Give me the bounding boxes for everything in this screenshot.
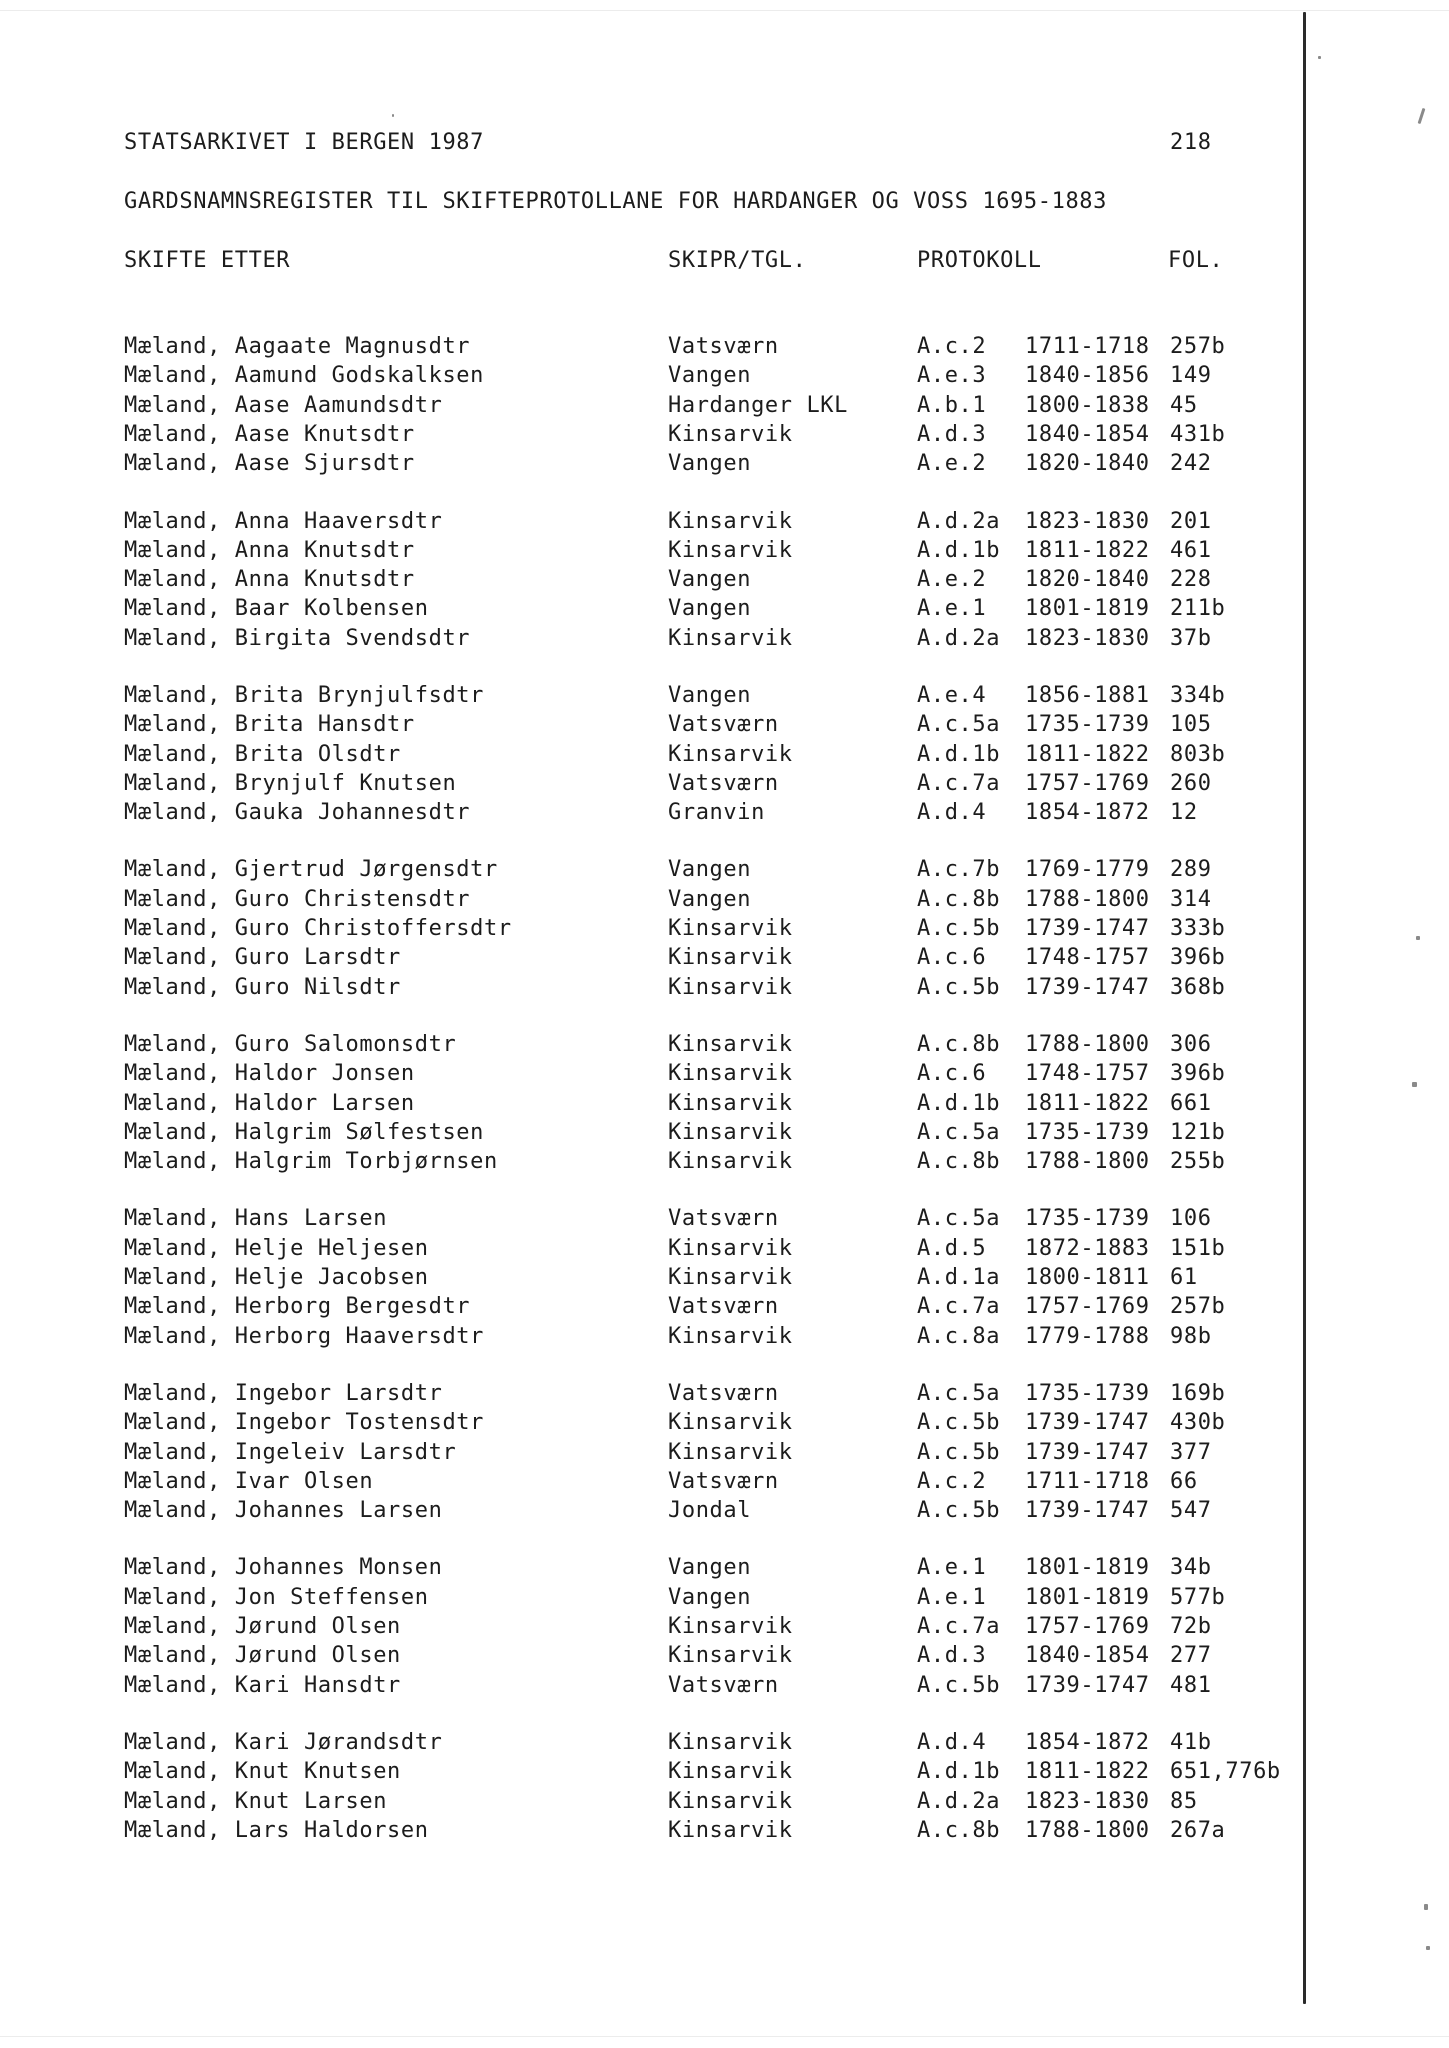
entry-protokoll: A.c.6 <box>917 1061 987 1086</box>
entry-name: Mæland, Aase Sjursdtr <box>124 451 415 476</box>
entry-tgl: Kinsarvik <box>668 1324 793 1349</box>
entry-name: Mæland, Ingeleiv Larsdtr <box>124 1440 457 1465</box>
entry-fol: 267a <box>1170 1818 1226 1843</box>
entry-tgl: Vangen <box>668 683 752 708</box>
entry-tgl: Vangen <box>668 1585 752 1610</box>
entry-name: Mæland, Haldor Jonsen <box>124 1061 415 1086</box>
entry-protokoll: A.e.3 <box>917 363 987 388</box>
entry-years: 1779-1788 <box>1025 1324 1150 1349</box>
entry-tgl: Kinsarvik <box>668 1120 793 1145</box>
entry-fol: 242 <box>1170 451 1212 476</box>
entry-name: Mæland, Ingebor Larsdtr <box>124 1381 443 1406</box>
entry-protokoll: A.d.2a <box>917 1789 1001 1814</box>
entry-tgl: Granvin <box>668 800 765 825</box>
entry-name: Mæland, Anna Knutsdtr <box>124 567 415 592</box>
entry-protokoll: A.c.8b <box>917 1818 1001 1843</box>
entry-tgl: Kinsarvik <box>668 1149 793 1174</box>
entry-years: 1735-1739 <box>1025 1120 1150 1145</box>
entry-protokoll: A.c.5a <box>917 1206 1001 1231</box>
entry-fol: 45 <box>1170 393 1198 418</box>
entry-years: 1739-1747 <box>1025 1673 1150 1698</box>
entry-fol: 37b <box>1170 626 1212 651</box>
entry-protokoll: A.e.4 <box>917 683 987 708</box>
entry-tgl: Kinsarvik <box>668 742 793 767</box>
entry-protokoll: A.e.1 <box>917 596 987 621</box>
entry-name: Mæland, Aase Aamundsdtr <box>124 393 443 418</box>
entry-protokoll: A.c.5b <box>917 975 1001 1000</box>
entry-fol: 149 <box>1170 363 1212 388</box>
entry-tgl: Kinsarvik <box>668 538 793 563</box>
entry-fol: 661 <box>1170 1091 1212 1116</box>
entry-fol: 368b <box>1170 975 1226 1000</box>
entry-years: 1769-1779 <box>1025 857 1150 882</box>
entry-protokoll: A.c.5a <box>917 1120 1001 1145</box>
entry-tgl: Vangen <box>668 451 752 476</box>
entry-fol: 431b <box>1170 422 1226 447</box>
entry-name: Mæland, Aagaate Magnusdtr <box>124 334 471 359</box>
entry-protokoll: A.c.5b <box>917 1440 1001 1465</box>
entry-tgl: Kinsarvik <box>668 1789 793 1814</box>
entry-fol: 289 <box>1170 857 1212 882</box>
entry-fol: 651,776b <box>1170 1759 1281 1784</box>
entry-protokoll: A.d.1b <box>917 1759 1001 1784</box>
entry-tgl: Vangen <box>668 596 752 621</box>
entry-years: 1711-1718 <box>1025 334 1150 359</box>
entry-tgl: Kinsarvik <box>668 945 793 970</box>
entry-years: 1739-1747 <box>1025 916 1150 941</box>
entry-fol: 306 <box>1170 1032 1212 1057</box>
entry-name: Mæland, Anna Knutsdtr <box>124 538 415 563</box>
entry-protokoll: A.c.5b <box>917 916 1001 941</box>
entry-fol: 461 <box>1170 538 1212 563</box>
entry-protokoll: A.c.8b <box>917 1032 1001 1057</box>
entry-protokoll: A.c.7a <box>917 1294 1001 1319</box>
entry-fol: 257b <box>1170 1294 1226 1319</box>
entry-tgl: Kinsarvik <box>668 1091 793 1116</box>
entry-years: 1788-1800 <box>1025 1032 1150 1057</box>
entry-fol: 34b <box>1170 1555 1212 1580</box>
entry-years: 1735-1739 <box>1025 1381 1150 1406</box>
entry-years: 1840-1854 <box>1025 1643 1150 1668</box>
entry-protokoll: A.d.1a <box>917 1265 1001 1290</box>
entry-tgl: Vangen <box>668 1555 752 1580</box>
entry-name: Mæland, Guro Salomonsdtr <box>124 1032 457 1057</box>
entry-protokoll: A.e.1 <box>917 1585 987 1610</box>
column-header-name: SKIFTE ETTER <box>124 248 291 273</box>
entry-years: 1788-1800 <box>1025 1818 1150 1843</box>
entry-years: 1840-1856 <box>1025 363 1150 388</box>
entry-name: Mæland, Haldor Larsen <box>124 1091 415 1116</box>
entry-fol: 577b <box>1170 1585 1226 1610</box>
entry-fol: 255b <box>1170 1149 1226 1174</box>
entry-years: 1739-1747 <box>1025 1410 1150 1435</box>
entry-tgl: Kinsarvik <box>668 1410 793 1435</box>
entry-years: 1801-1819 <box>1025 596 1150 621</box>
entry-years: 1739-1747 <box>1025 1498 1150 1523</box>
entry-fol: 481 <box>1170 1673 1212 1698</box>
entry-protokoll: A.d.1b <box>917 538 1001 563</box>
entry-name: Mæland, Halgrim Sølfestsen <box>124 1120 484 1145</box>
entry-name: Mæland, Baar Kolbensen <box>124 596 429 621</box>
entry-tgl: Kinsarvik <box>668 975 793 1000</box>
entry-years: 1820-1840 <box>1025 451 1150 476</box>
entry-name: Mæland, Jon Steffensen <box>124 1585 429 1610</box>
entry-name: Mæland, Helje Heljesen <box>124 1236 429 1261</box>
entry-fol: 257b <box>1170 334 1226 359</box>
entry-name: Mæland, Johannes Monsen <box>124 1555 443 1580</box>
entry-years: 1800-1811 <box>1025 1265 1150 1290</box>
entry-name: Mæland, Birgita Svendsdtr <box>124 626 471 651</box>
entry-tgl: Kinsarvik <box>668 1032 793 1057</box>
entry-protokoll: A.c.7b <box>917 857 1001 882</box>
entry-name: Mæland, Brita Brynjulfsdtr <box>124 683 484 708</box>
entry-protokoll: A.b.1 <box>917 393 987 418</box>
entry-fol: 547 <box>1170 1498 1212 1523</box>
entry-fol: 66 <box>1170 1469 1198 1494</box>
entry-tgl: Vatsværn <box>668 1381 779 1406</box>
entry-name: Mæland, Gauka Johannesdtr <box>124 800 471 825</box>
entry-years: 1735-1739 <box>1025 712 1150 737</box>
entry-fol: 430b <box>1170 1410 1226 1435</box>
entry-name: Mæland, Guro Christensdtr <box>124 887 471 912</box>
entry-tgl: Vatsværn <box>668 712 779 737</box>
entry-name: Mæland, Kari Jørandsdtr <box>124 1730 443 1755</box>
entry-years: 1757-1769 <box>1025 1294 1150 1319</box>
entry-protokoll: A.c.8b <box>917 1149 1001 1174</box>
entry-years: 1739-1747 <box>1025 975 1150 1000</box>
entry-tgl: Kinsarvik <box>668 1265 793 1290</box>
entry-protokoll: A.c.7a <box>917 1614 1001 1639</box>
entry-protokoll: A.c.8b <box>917 887 1001 912</box>
entry-years: 1748-1757 <box>1025 945 1150 970</box>
entry-years: 1820-1840 <box>1025 567 1150 592</box>
entry-years: 1739-1747 <box>1025 1440 1150 1465</box>
entry-protokoll: A.c.5b <box>917 1673 1001 1698</box>
entry-tgl: Kinsarvik <box>668 1818 793 1843</box>
entry-name: Mæland, Guro Larsdtr <box>124 945 401 970</box>
entry-years: 1711-1718 <box>1025 1469 1150 1494</box>
entry-tgl: Vatsværn <box>668 1206 779 1231</box>
entry-name: Mæland, Brynjulf Knutsen <box>124 771 457 796</box>
entry-name: Mæland, Brita Olsdtr <box>124 742 401 767</box>
entry-tgl: Vangen <box>668 857 752 882</box>
entry-tgl: Kinsarvik <box>668 1236 793 1261</box>
entry-fol: 85 <box>1170 1789 1198 1814</box>
entry-fol: 333b <box>1170 916 1226 941</box>
entry-years: 1757-1769 <box>1025 1614 1150 1639</box>
entry-protokoll: A.d.4 <box>917 800 987 825</box>
entry-fol: 211b <box>1170 596 1226 621</box>
entry-name: Mæland, Helje Jacobsen <box>124 1265 429 1290</box>
entry-protokoll: A.c.5b <box>917 1498 1001 1523</box>
entry-protokoll: A.d.2a <box>917 626 1001 651</box>
entry-tgl: Kinsarvik <box>668 916 793 941</box>
entry-protokoll: A.c.7a <box>917 771 1001 796</box>
entry-name: Mæland, Jørund Olsen <box>124 1614 401 1639</box>
entry-fol: 228 <box>1170 567 1212 592</box>
entry-fol: 334b <box>1170 683 1226 708</box>
entry-fol: 396b <box>1170 945 1226 970</box>
entry-tgl: Kinsarvik <box>668 422 793 447</box>
entry-name: Mæland, Aamund Godskalksen <box>124 363 484 388</box>
entry-name: Mæland, Herborg Haaversdtr <box>124 1324 484 1349</box>
entry-protokoll: A.d.1b <box>917 1091 1001 1116</box>
entry-years: 1856-1881 <box>1025 683 1150 708</box>
entry-name: Mæland, Kari Hansdtr <box>124 1673 401 1698</box>
column-header-fol: FOL. <box>1168 248 1224 273</box>
entry-name: Mæland, Guro Nilsdtr <box>124 975 401 1000</box>
entry-protokoll: A.c.2 <box>917 334 987 359</box>
entry-years: 1854-1872 <box>1025 1730 1150 1755</box>
entry-protokoll: A.d.1b <box>917 742 1001 767</box>
entry-name: Mæland, Knut Larsen <box>124 1789 388 1814</box>
entry-name: Mæland, Jørund Olsen <box>124 1643 401 1668</box>
entry-name: Mæland, Gjertrud Jørgensdtr <box>124 857 498 882</box>
entry-fol: 277 <box>1170 1643 1212 1668</box>
register-subtitle: GARDSNAMNSREGISTER TIL SKIFTEPROTOLLANE FOR HARDANGER OG VOSS 1695-1883 <box>124 189 1108 214</box>
entry-years: 1788-1800 <box>1025 1149 1150 1174</box>
entry-protokoll: A.d.4 <box>917 1730 987 1755</box>
entry-tgl: Kinsarvik <box>668 1643 793 1668</box>
entry-fol: 41b <box>1170 1730 1212 1755</box>
entry-tgl: Jondal <box>668 1498 752 1523</box>
entry-years: 1823-1830 <box>1025 509 1150 534</box>
entry-tgl: Kinsarvik <box>668 1730 793 1755</box>
entry-years: 1800-1838 <box>1025 393 1150 418</box>
entry-years: 1811-1822 <box>1025 1759 1150 1784</box>
entry-tgl: Kinsarvik <box>668 1440 793 1465</box>
entry-years: 1788-1800 <box>1025 887 1150 912</box>
entry-tgl: Kinsarvik <box>668 509 793 534</box>
entry-fol: 169b <box>1170 1381 1226 1406</box>
page-number: 218 <box>1170 130 1212 155</box>
entry-fol: 151b <box>1170 1236 1226 1261</box>
entry-fol: 98b <box>1170 1324 1212 1349</box>
entry-tgl: Kinsarvik <box>668 1759 793 1784</box>
column-header-tgl: SKIPR/TGL. <box>668 248 807 273</box>
entry-tgl: Kinsarvik <box>668 626 793 651</box>
entry-fol: 72b <box>1170 1614 1212 1639</box>
entry-protokoll: A.c.5a <box>917 712 1001 737</box>
entry-years: 1735-1739 <box>1025 1206 1150 1231</box>
entry-fol: 260 <box>1170 771 1212 796</box>
entry-protokoll: A.c.6 <box>917 945 987 970</box>
entry-protokoll: A.c.5b <box>917 1410 1001 1435</box>
entry-tgl: Vatsværn <box>668 1673 779 1698</box>
entry-years: 1811-1822 <box>1025 742 1150 767</box>
entry-years: 1811-1822 <box>1025 1091 1150 1116</box>
entry-years: 1748-1757 <box>1025 1061 1150 1086</box>
entry-protokoll: A.e.2 <box>917 451 987 476</box>
entry-fol: 201 <box>1170 509 1212 534</box>
entry-name: Mæland, Brita Hansdtr <box>124 712 415 737</box>
entry-protokoll: A.e.2 <box>917 567 987 592</box>
entry-years: 1801-1819 <box>1025 1555 1150 1580</box>
entry-name: Mæland, Hans Larsen <box>124 1206 388 1231</box>
entry-years: 1840-1854 <box>1025 422 1150 447</box>
entry-fol: 106 <box>1170 1206 1212 1231</box>
entry-protokoll: A.e.1 <box>917 1555 987 1580</box>
entry-years: 1823-1830 <box>1025 626 1150 651</box>
entry-fol: 396b <box>1170 1061 1226 1086</box>
entry-years: 1757-1769 <box>1025 771 1150 796</box>
entry-protokoll: A.d.5 <box>917 1236 987 1261</box>
entry-fol: 61 <box>1170 1265 1198 1290</box>
entry-protokoll: A.c.5a <box>917 1381 1001 1406</box>
entry-fol: 377 <box>1170 1440 1212 1465</box>
entry-name: Mæland, Ingebor Tostensdtr <box>124 1410 484 1435</box>
entry-years: 1854-1872 <box>1025 800 1150 825</box>
column-header-protokoll: PROTOKOLL <box>917 248 1042 273</box>
entry-name: Mæland, Herborg Bergesdtr <box>124 1294 471 1319</box>
entry-name: Mæland, Guro Christoffersdtr <box>124 916 512 941</box>
entry-protokoll: A.c.8a <box>917 1324 1001 1349</box>
entry-tgl: Kinsarvik <box>668 1614 793 1639</box>
entry-protokoll: A.c.2 <box>917 1469 987 1494</box>
entry-tgl: Vangen <box>668 567 752 592</box>
entry-protokoll: A.d.2a <box>917 509 1001 534</box>
entry-name: Mæland, Knut Knutsen <box>124 1759 401 1784</box>
entry-tgl: Vatsværn <box>668 1294 779 1319</box>
entry-tgl: Vangen <box>668 363 752 388</box>
entry-name: Mæland, Johannes Larsen <box>124 1498 443 1523</box>
entry-years: 1872-1883 <box>1025 1236 1150 1261</box>
entry-years: 1811-1822 <box>1025 538 1150 563</box>
entry-tgl: Vatsværn <box>668 771 779 796</box>
entry-tgl: Vatsværn <box>668 1469 779 1494</box>
entry-fol: 121b <box>1170 1120 1226 1145</box>
entry-tgl: Hardanger LKL <box>668 393 848 418</box>
entry-protokoll: A.d.3 <box>917 1643 987 1668</box>
archive-title: STATSARKIVET I BERGEN 1987 <box>124 130 484 155</box>
entry-name: Mæland, Halgrim Torbjørnsen <box>124 1149 498 1174</box>
entry-years: 1823-1830 <box>1025 1789 1150 1814</box>
entry-name: Mæland, Anna Haaversdtr <box>124 509 443 534</box>
entry-tgl: Vangen <box>668 887 752 912</box>
entry-fol: 803b <box>1170 742 1226 767</box>
entry-protokoll: A.d.3 <box>917 422 987 447</box>
entry-years: 1801-1819 <box>1025 1585 1150 1610</box>
entry-fol: 314 <box>1170 887 1212 912</box>
entry-fol: 105 <box>1170 712 1212 737</box>
entry-tgl: Vatsværn <box>668 334 779 359</box>
entry-name: Mæland, Ivar Olsen <box>124 1469 374 1494</box>
entry-name: Mæland, Lars Haldorsen <box>124 1818 429 1843</box>
entry-name: Mæland, Aase Knutsdtr <box>124 422 415 447</box>
entry-tgl: Kinsarvik <box>668 1061 793 1086</box>
entry-fol: 12 <box>1170 800 1198 825</box>
